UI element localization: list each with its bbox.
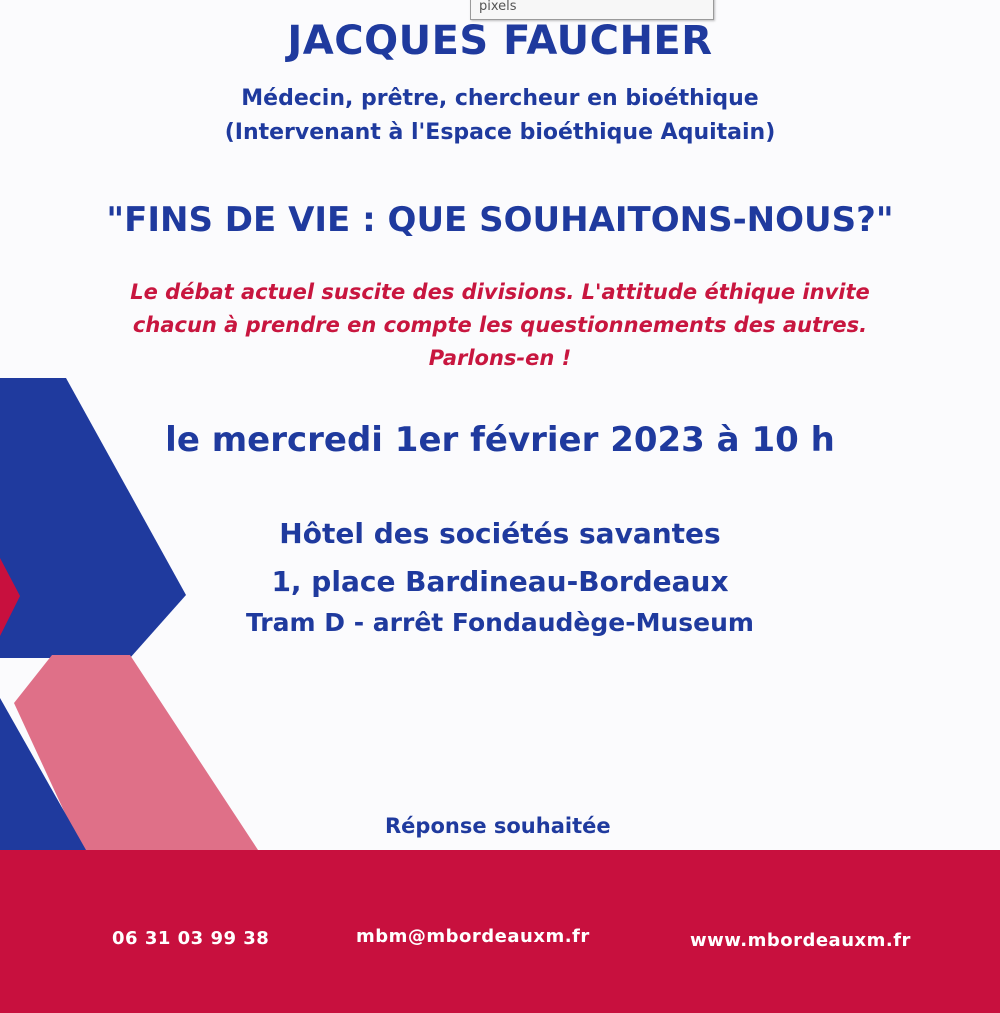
speaker-role-line: Médecin, prêtre, chercheur en bioéthique xyxy=(241,86,759,111)
pixels-tooltip: pixels xyxy=(470,0,714,20)
talk-title: "FINS DE VIE : QUE SOUHAITONS-NOUS?" xyxy=(106,200,894,240)
contact-email[interactable]: mbm@mbordeauxm.fr xyxy=(356,926,590,947)
description-line: chacun à prendre en compte les questionnements des autres. xyxy=(132,313,868,337)
contact-website[interactable]: www.mbordeauxm.fr xyxy=(690,930,911,951)
description-line: Le débat actuel suscite des divisions. L'attitude éthique invite xyxy=(130,280,870,304)
event-venue: Hôtel des sociétés savantes xyxy=(279,517,721,550)
event-address: 1, place Bardineau-Bordeaux xyxy=(271,565,729,598)
talk-description xyxy=(0,276,1000,375)
description-line: Parlons-en ! xyxy=(428,346,572,370)
rsvp-label: Réponse souhaitée xyxy=(385,814,611,838)
event-date: le mercredi 1er février 2023 à 10 h xyxy=(165,420,835,460)
event-transport: Tram D - arrêt Fondaudège-Museum xyxy=(246,608,754,637)
speaker-name: JACQUES FAUCHER xyxy=(287,18,713,64)
contact-phone: 06 31 03 99 38 xyxy=(112,928,270,949)
speaker-roles xyxy=(0,82,1000,150)
speaker-role-line: (Intervenant à l'Espace bioéthique Aquitain) xyxy=(224,120,776,145)
event-venue-block xyxy=(0,510,1000,640)
